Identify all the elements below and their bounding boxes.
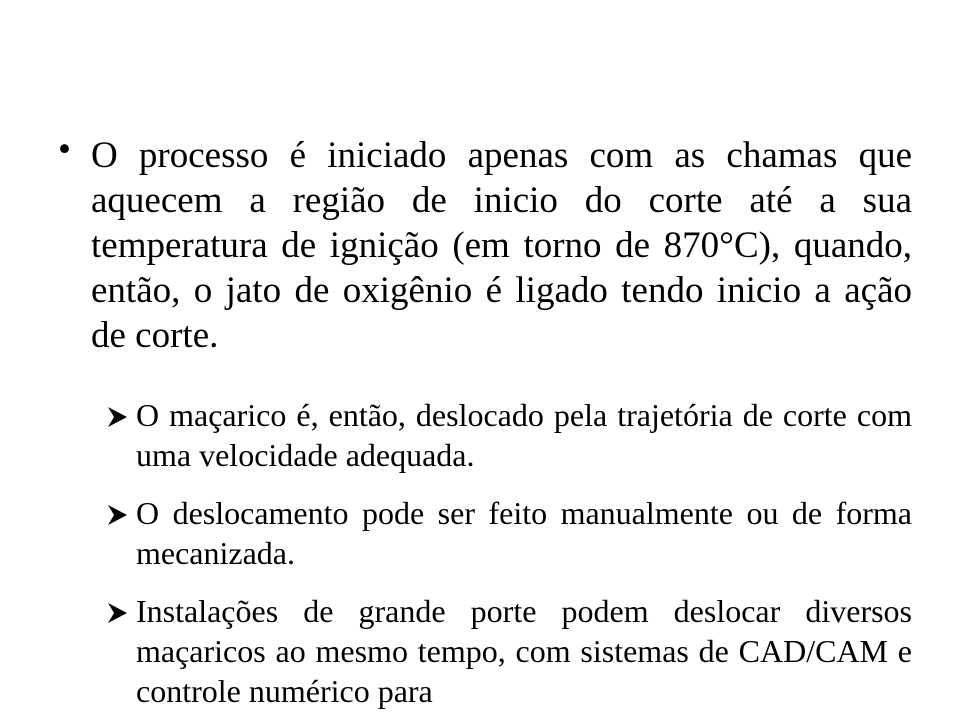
sub-bullet-text: O deslocamento pode ser feito manualmente ou de forma mecanizada. [136,495,912,571]
sub-bullet-item [105,591,912,711]
sub-bullet-text: O maçarico é, então, deslocado pela trajetória de corte com uma velocidade adequada. [136,397,912,473]
arrowhead-bullet-icon [105,601,129,625]
sub-bullet-text: Instalações de grande porte podem deslocar diversos maçaricos ao mesmo tempo, com sistemas de CAD/CAM e controle numérico para [136,593,912,709]
sub-bullet-item [105,493,912,573]
sub-bullet-item [105,395,912,475]
arrowhead-bullet-icon [105,503,129,527]
bullet-dot-icon: • [58,129,71,170]
arrowhead-bullet-icon [105,405,129,429]
main-bullet-text: O processo é iniciado apenas com as chamas que aquecem a região de inicio do corte até a sua temperatura de ignição (em torno de 870°C), quando, então, o jato de oxigênio é ligado tendo inicio a ação de corte. [91,135,912,356]
